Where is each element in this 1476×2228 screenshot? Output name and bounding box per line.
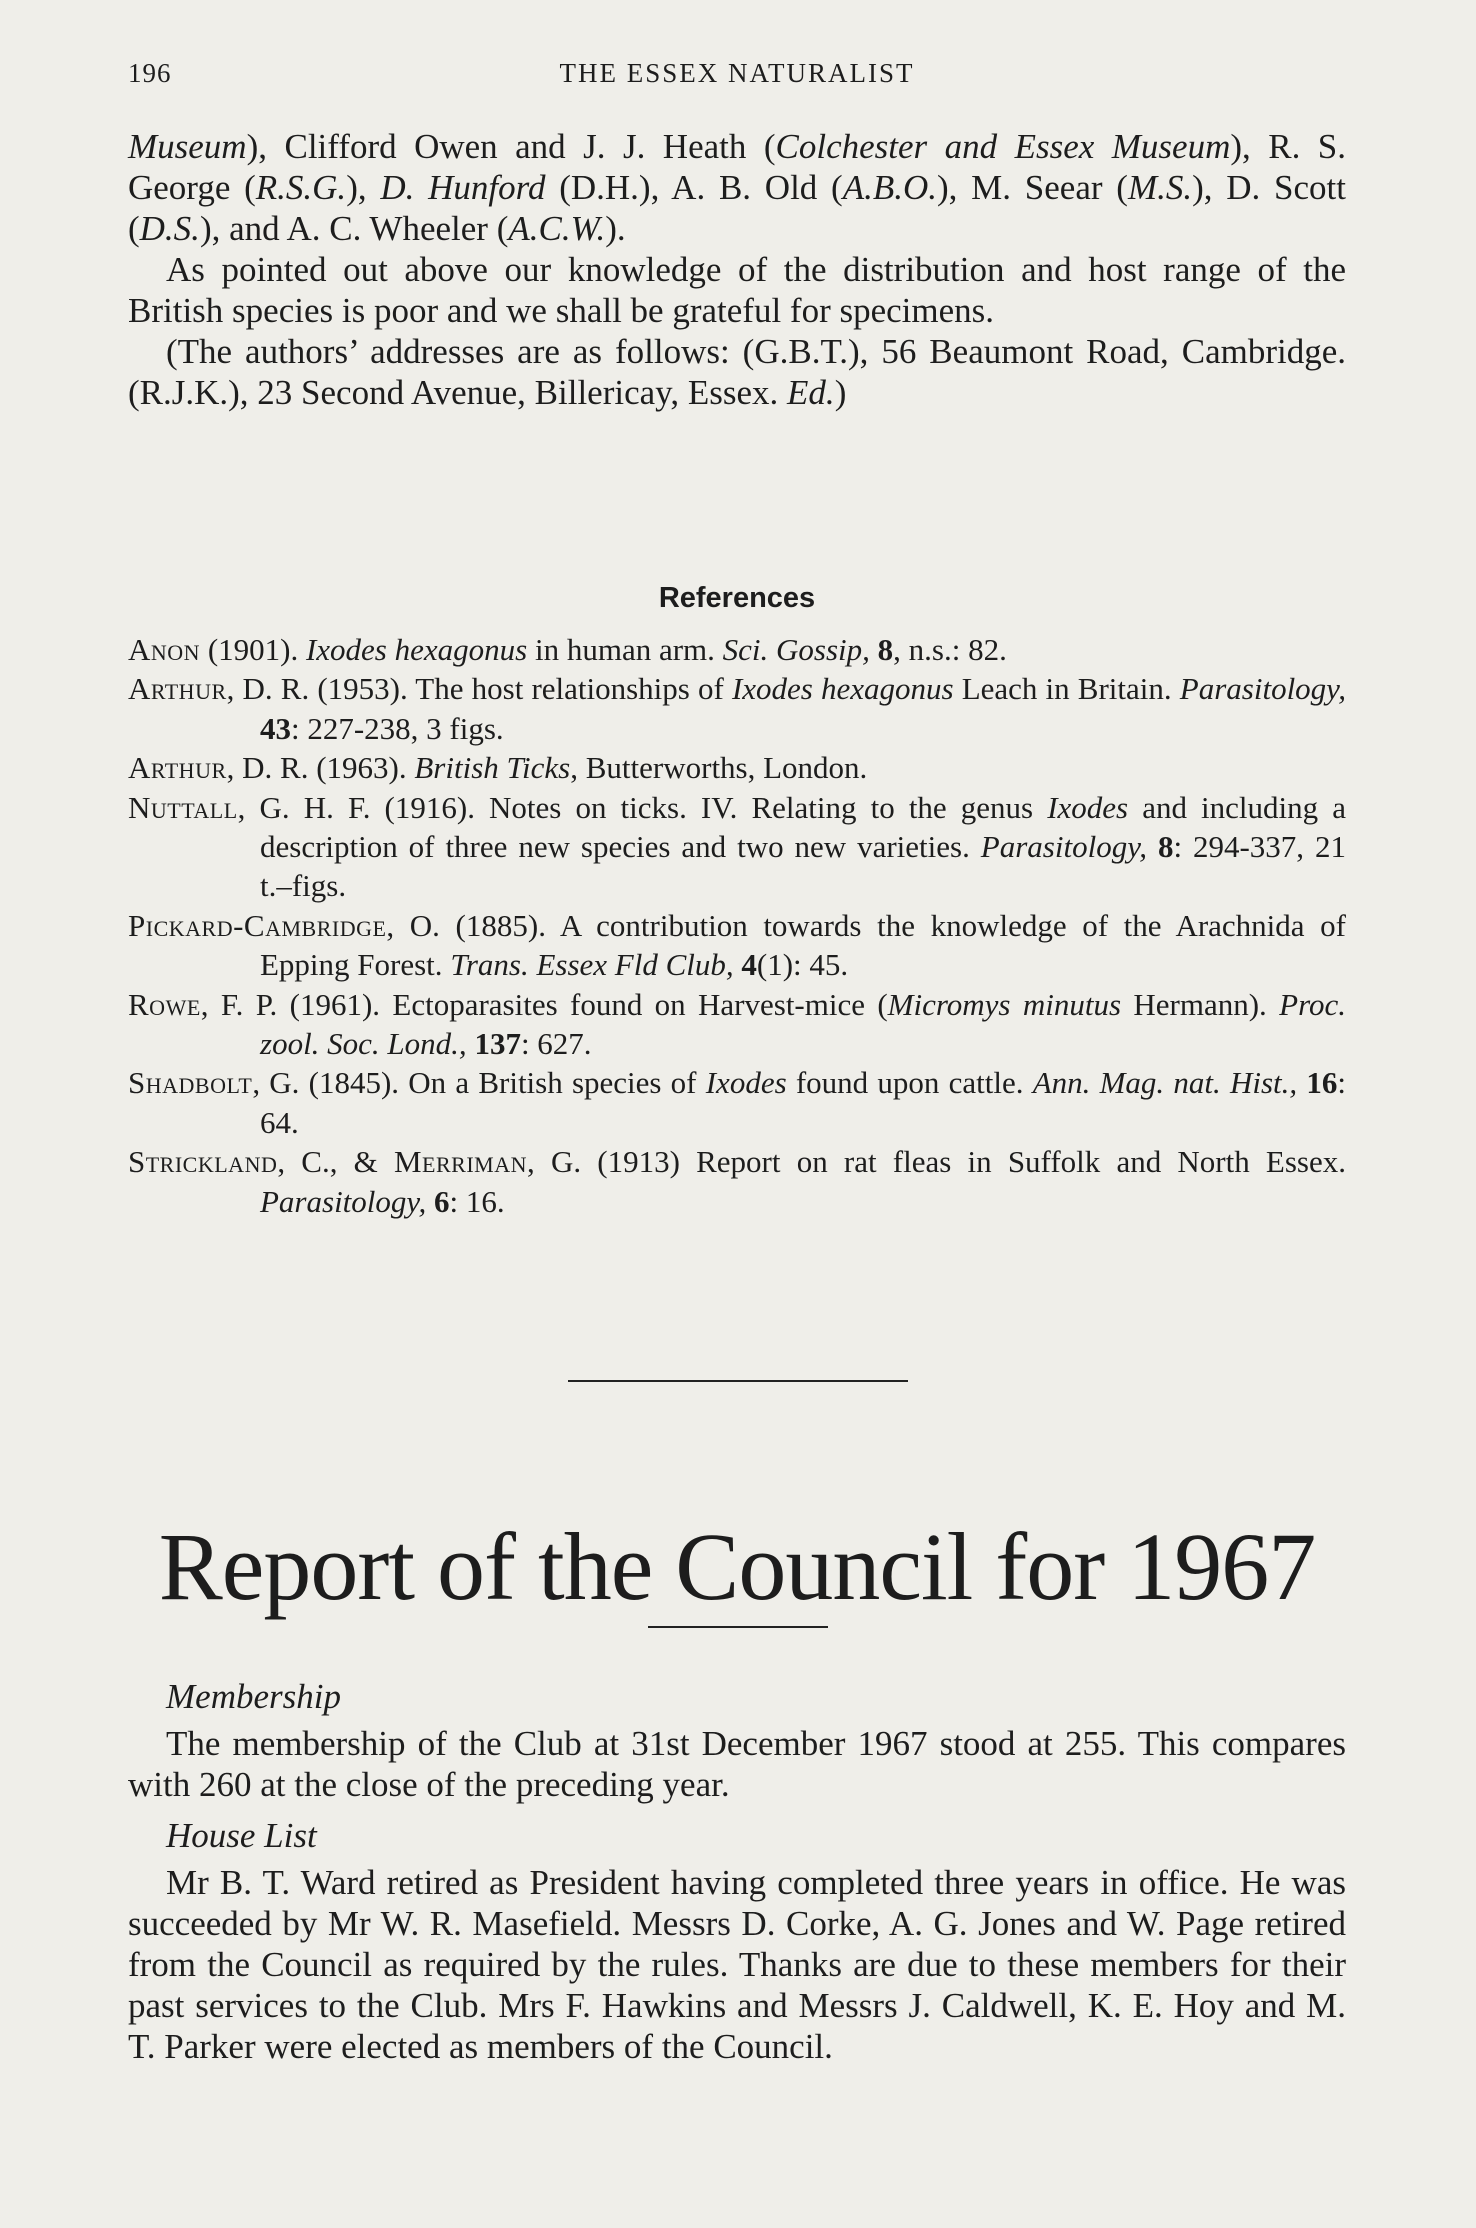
text-run: ), R. S. George ( xyxy=(128,127,1346,207)
text-run: 137 xyxy=(474,1026,521,1062)
reference-entry xyxy=(128,985,1346,1064)
house-list-heading: House List xyxy=(166,1816,317,1855)
text-run: : 64. xyxy=(260,1065,1346,1140)
addresses-paragraph xyxy=(128,331,1346,413)
text-run: Parasitology, xyxy=(260,1183,427,1219)
grateful-paragraph: As pointed out above our knowledge of the distribution and host range of the British species is poor and we shall be grateful for specimens. xyxy=(128,250,1346,330)
page xyxy=(128,0,1346,2228)
text-run: , F. P. (1961). Ectoparasites found on Harvest-mice ( xyxy=(200,986,888,1022)
text-run: Ixodes xyxy=(1047,789,1129,825)
title-underline xyxy=(648,1626,828,1628)
text-run: Rowe xyxy=(128,986,201,1022)
text-run: : 227-238, 3 figs. xyxy=(291,710,504,746)
text-run: Proc. zool. Soc. Lond., xyxy=(260,986,1347,1062)
text-run: 6 xyxy=(433,1183,450,1219)
text-run: D. Hunford xyxy=(380,168,546,207)
text-run: Strickland xyxy=(128,1144,278,1180)
text-run: Micromys minutus xyxy=(887,986,1122,1022)
report-body xyxy=(128,1676,1346,2067)
page-number: 196 xyxy=(128,58,172,88)
section-divider xyxy=(568,1380,908,1382)
reference-entry xyxy=(128,1142,1346,1221)
text-run xyxy=(1297,1065,1306,1100)
page-header xyxy=(128,58,1346,98)
text-run: (1901). xyxy=(200,632,306,667)
text-run: Sci. Gossip, xyxy=(722,632,870,667)
text-run xyxy=(870,632,878,667)
text-run: Museum xyxy=(128,127,247,166)
text-run: ), and A. C. Wheeler ( xyxy=(199,209,509,248)
text-run: Ann. Mag. nat. Hist., xyxy=(1032,1065,1298,1101)
reference-entry xyxy=(128,906,1346,985)
references-heading: References xyxy=(658,582,816,614)
running-head: THE ESSEX NATURALIST xyxy=(559,58,915,88)
text-run: 43 xyxy=(260,710,291,746)
text-run: Shadbolt xyxy=(128,1065,253,1101)
text-run: Ixodes xyxy=(705,1065,787,1101)
text-run: : 16. xyxy=(449,1183,505,1219)
text-run: , C., & xyxy=(277,1144,394,1180)
text-run: Arthur xyxy=(128,750,227,786)
text-run: ) xyxy=(834,373,847,412)
text-run: 8 xyxy=(877,632,894,667)
text-run: (1): 45. xyxy=(756,947,849,983)
text-run: Parasitology, xyxy=(1179,671,1346,707)
text-run: Nuttall xyxy=(128,789,238,825)
text-run: ), xyxy=(346,168,381,207)
text-run: Merriman xyxy=(393,1144,527,1180)
text-run: (D.H.), A. B. Old ( xyxy=(545,168,843,207)
text-run xyxy=(426,1184,434,1219)
text-run: , G. (1845). On a British species of xyxy=(252,1065,706,1101)
membership-heading: Membership xyxy=(166,1677,341,1716)
text-run: Parasitology, xyxy=(980,829,1147,865)
text-run: : 294-337, 21 t.–figs. xyxy=(260,829,1346,904)
text-run: Ed. xyxy=(787,373,835,412)
text-run: ). xyxy=(605,209,626,248)
text-run: 4 xyxy=(741,947,757,983)
text-run: Leach in Britain. xyxy=(953,671,1180,707)
house-list-paragraph: Mr B. T. Ward retired as President having completed three years in office. He was succeeded by Mr W. R. Masefield. Messrs D. Corke, A. G. Jones and W. Page retired from the Council as required by the rules. Thanks are due to these members for their past services to the Club. Mrs F. Hawkins and Messrs J. Caldwell, K. E. Hoy and M. T. Parker were elected as members of the Council. xyxy=(128,1863,1346,2066)
text-run: , n.s.: 82. xyxy=(893,632,1007,667)
text-run: Pickard-Cambridge xyxy=(128,907,387,943)
text-run: Trans. Essex Fld Club, xyxy=(450,947,734,983)
text-run: ), M. Seear ( xyxy=(937,168,1128,207)
intro-section xyxy=(128,126,1346,413)
membership-paragraph: The membership of the Club at 31st December 1967 stood at 255. This compares with 260 at the close of the preceding year. xyxy=(128,1724,1346,1804)
text-run: Ixodes hexagonus xyxy=(305,632,528,667)
acknowledgements-paragraph xyxy=(128,126,1346,249)
text-run: A.C.W. xyxy=(508,209,606,248)
text-run: A.B.O. xyxy=(842,168,938,207)
text-run: ), Clifford Owen and J. J. Heath ( xyxy=(246,127,776,166)
text-run: 16 xyxy=(1306,1065,1338,1101)
text-run: British Ticks xyxy=(414,750,571,786)
reference-entry xyxy=(128,669,1346,748)
text-run: 8 xyxy=(1157,829,1174,865)
reference-entry xyxy=(128,1063,1346,1142)
text-run: , Butterworths, London. xyxy=(570,750,868,786)
text-run: Arthur xyxy=(128,671,227,707)
reference-entry xyxy=(128,788,1346,906)
text-run: , D. R. (1963). xyxy=(226,750,415,786)
text-run: Colchester and Essex Museum xyxy=(775,127,1231,166)
text-run: in human arm. xyxy=(527,632,723,667)
text-run: ), D. Scott ( xyxy=(128,168,1347,248)
text-run xyxy=(1147,829,1158,864)
text-run: M.S. xyxy=(1127,168,1193,207)
text-run: : 627. xyxy=(520,1026,592,1062)
reference-entry xyxy=(128,748,1346,787)
text-run: D.S. xyxy=(139,209,200,248)
text-run: Ixodes hexagonus xyxy=(731,671,954,707)
references-list xyxy=(128,630,1346,1221)
report-title: Report of the Council for 1967 xyxy=(158,1513,1316,1620)
text-run: R.S.G. xyxy=(255,168,347,207)
text-run: and including a description of three new species and two new varieties. xyxy=(260,789,1346,865)
text-run: , G. (1913) Report on rat fleas in Suffolk and North Essex. xyxy=(527,1144,1347,1180)
text-run: Hermann). xyxy=(1121,986,1280,1022)
text-run: , D. R. (1953). The host relationships of xyxy=(226,671,732,707)
text-run: Anon xyxy=(128,632,201,667)
reference-entry xyxy=(128,630,1346,669)
text-run: , G. H. F. (1916). Notes on ticks. IV. Relating to the genus xyxy=(237,789,1048,825)
text-run: , O. (1885). A contribution towards the knowledge of the Arachnida of Epping Forest. xyxy=(260,907,1346,983)
text-run: (The authors’ addresses are as follows: (G.B.T.), 56 Beaumont Road, Cambridge. (R.J.K.), 23 Second Avenue, Billericay, Essex. xyxy=(128,332,1346,412)
text-run: found upon cattle. xyxy=(786,1065,1033,1101)
